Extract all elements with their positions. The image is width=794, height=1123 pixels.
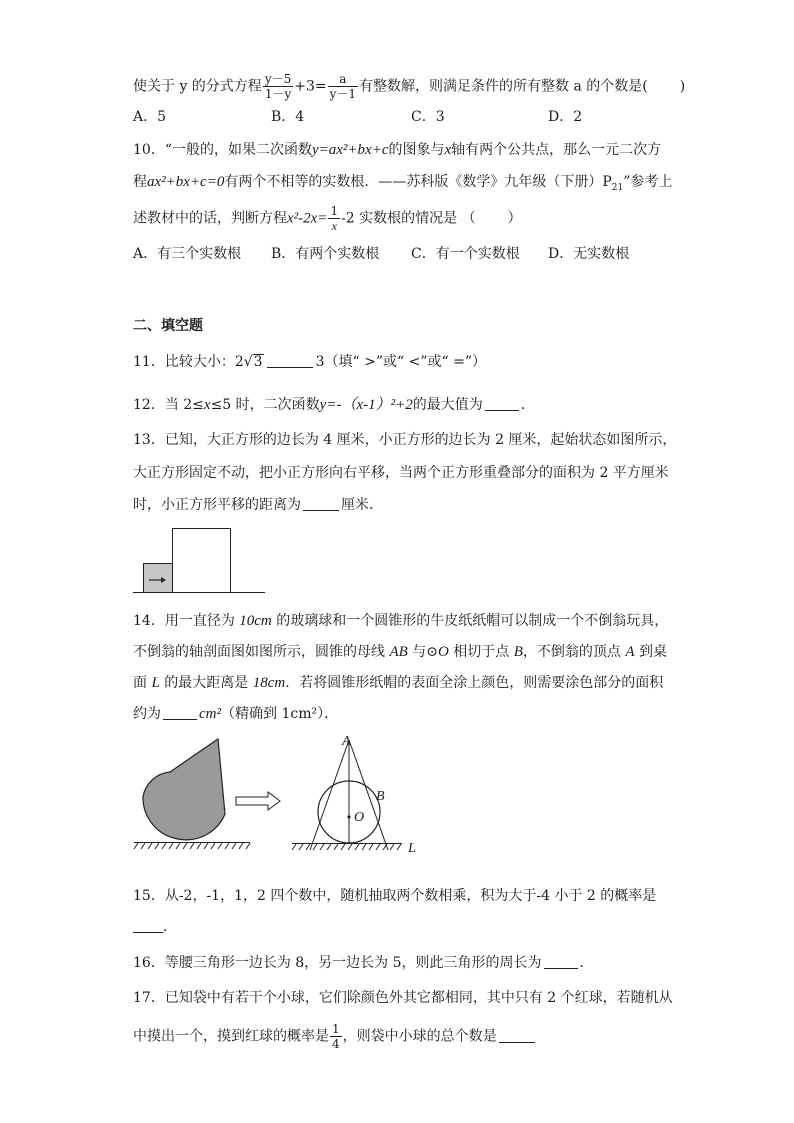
q9-option-d: D．2: [548, 109, 583, 125]
q9-fraction-2: $\frac{a}{y-1}$: [329, 72, 357, 101]
q16: 16．等腰三角形一边长为 8，另一边长为 5，则此三角形的周长为 ．: [133, 955, 594, 971]
q15-answer-blank[interactable]: [133, 918, 163, 933]
q11-answer-blank[interactable]: [267, 353, 313, 368]
q17-answer-blank[interactable]: [499, 1028, 535, 1043]
q13-big-square: [173, 529, 231, 593]
q13-small-square: [144, 564, 173, 593]
hollow-arrow-icon: [236, 792, 280, 810]
label-a: A: [342, 734, 351, 749]
right-ground-hatching: [292, 844, 401, 850]
q10-option-d: D．无实数根: [548, 246, 630, 262]
label-l: L: [408, 841, 416, 856]
q13-line-3: 时，小正方形平移的距离为 厘米．: [133, 497, 383, 513]
label-o: O: [354, 810, 365, 825]
q14-tumbler-figure: [130, 732, 430, 858]
q11: 11．比较大小：2√3 3（填“ >”或“ <”或“ =”）: [133, 354, 486, 370]
q15-line-1: 15．从-2，-1，1，2 四个数中，随机抽取两个数相乘，积为大于-4 小于 2 的概率是: [133, 888, 657, 904]
sqrt-sign: √: [243, 354, 253, 370]
q10-line-1: 10．“一般的，如果二次函数y=ax²+bx+c的图象与x轴有两个公共点，那么一元二次方: [133, 142, 662, 158]
q13-answer-blank[interactable]: [303, 496, 339, 511]
tangent-line-left: [310, 740, 349, 850]
q17-line-1: 17．已知袋中有若干个小球，它们除颜色外其它都相同，其中只有 2 个红球，若随机从: [133, 990, 673, 1006]
q13-line-1: 13．已知，大正方形的边长为 4 厘米，小正方形的边长为 2 厘米，起始状态如图所示，: [133, 432, 677, 448]
q17-fraction: $\frac{1}{4}$: [332, 1022, 340, 1051]
q14-line-2: 不倒翁的轴剖面图如图所示，圆锥的母线 AB 与⊙O 相切于点 B，不倒翁的顶点 A 到桌: [133, 644, 667, 660]
q9-option-c: C．3: [411, 109, 445, 125]
q9-option-b: B．4: [271, 109, 305, 125]
q10-fraction: $\frac{1}{x}$: [330, 204, 339, 233]
q14-answer-blank[interactable]: [163, 705, 197, 720]
q10-option-b: B．有两个实数根: [271, 246, 380, 262]
label-b: B: [376, 789, 385, 804]
q14-line-1: 14．用一直径为 10cm 的玻璃球和一个圆锥形的牛皮纸纸帽可以制成一个不倒翁玩具，: [133, 613, 669, 629]
q9-fraction-1: $\frac{y-5}{1-y}$: [264, 72, 292, 101]
tumbler-shape: [143, 739, 225, 840]
center-dot: [347, 815, 350, 818]
q10-line-2: 程ax²+bx+c=0有两个不相等的实数根．——苏科版《数学》九年级（下册）$P_{21}$”参考上: [133, 174, 673, 193]
q10-option-a: A．有三个实数根: [133, 246, 242, 262]
q15-line-2: ．: [133, 917, 177, 937]
q10-line-3: 述教材中的话，判断方程x²-2x= $\frac{1}{x}$ -2 实数根的情况是 （ ）: [133, 204, 522, 233]
q13-squares-figure: [133, 525, 265, 595]
q9-option-a: A．5: [133, 109, 167, 125]
q17-line-2: 中摸出一个，摸到红球的概率是 $\frac{1}{4}$ ，则袋中小球的总个数是: [133, 1022, 535, 1051]
q12: 12．当 2≤x≤5 时，二次函数y=-（x-1）²+2的最大值为 ．: [133, 397, 535, 413]
q14-line-4: 约为 cm²（精确到 1cm²）．: [133, 706, 339, 722]
q9-stem: 使关于 y 的分式方程 $\frac{y-5}{1-y}$ +3= $\frac{a}{y-1}$ 有整数解，则满足条件的所有整数 a 的个数是( ): [133, 72, 686, 101]
section-heading-fill-in: 二、填空题: [133, 318, 203, 334]
q16-answer-blank[interactable]: [544, 954, 578, 969]
left-ground-hatching: [134, 843, 250, 849]
q14-line-3: 面 L 的最大距离是 18cm．若将圆锥形纸帽的表面全涂上颜色，则需要涂色部分的面积: [133, 675, 664, 691]
q12-answer-blank[interactable]: [485, 396, 519, 411]
q13-line-2: 大正方形固定不动，把小正方形向右平移，当两个正方形重叠部分的面积为 2 平方厘米: [133, 465, 669, 481]
q10-option-c: C．有一个实数根: [411, 246, 520, 262]
